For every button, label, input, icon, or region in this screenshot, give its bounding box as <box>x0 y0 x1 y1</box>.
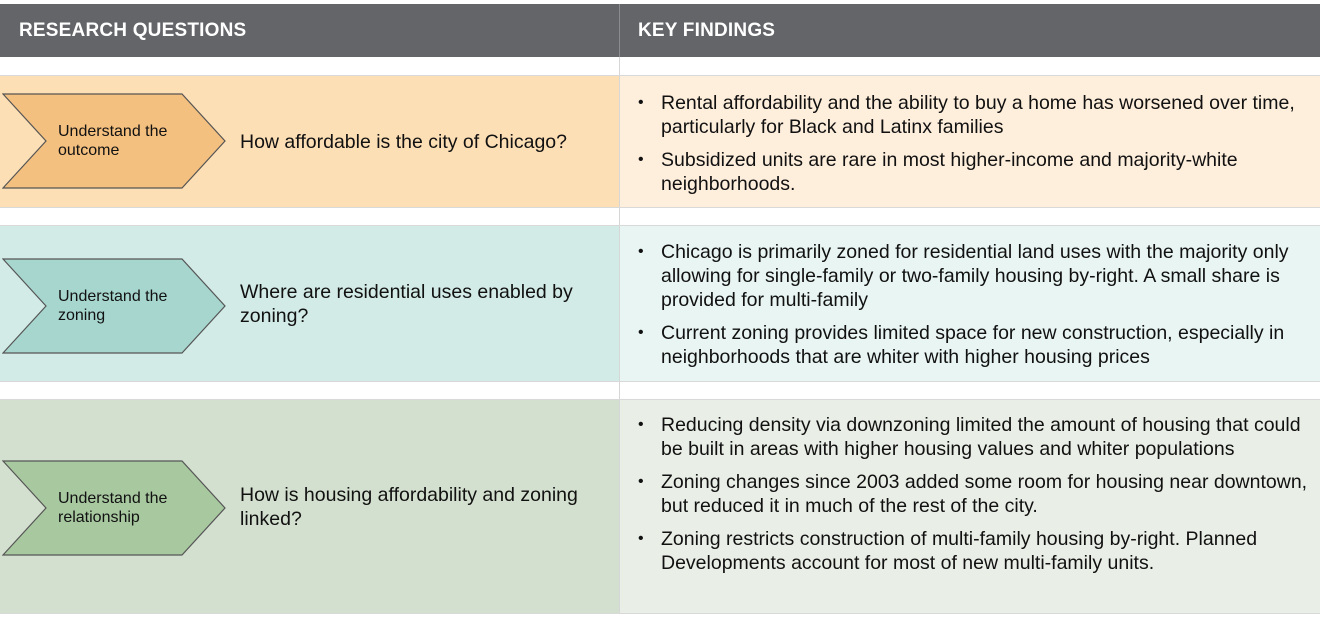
bullet-icon: • <box>638 94 644 111</box>
stage-label <box>58 258 208 354</box>
finding-text: Subsidized units are rare in most higher-income and majority-white neighborhoods. <box>661 149 1238 195</box>
findings-list <box>638 91 1308 205</box>
research-question: How is housing affordability and zoning linked? <box>240 483 578 530</box>
bullet-icon: • <box>638 473 644 490</box>
row-divider <box>0 75 1320 76</box>
bullet-icon: • <box>638 324 644 341</box>
finding-text: Chicago is primarily zoned for residential land uses with the majority only allowing for single-family or two-family housing by-right. A small share is provided for multi-family <box>661 241 1289 311</box>
bullet-icon: • <box>638 530 644 547</box>
research-question: Where are residential uses enabled by zoning? <box>240 280 573 327</box>
stage-label-line2: outcome <box>58 142 120 159</box>
finding-item <box>638 413 1308 461</box>
row-divider <box>0 381 1320 382</box>
stage-label-line1: Understand the <box>58 490 168 507</box>
finding-item <box>638 91 1308 139</box>
bullet-icon: • <box>638 416 644 433</box>
finding-item <box>638 148 1308 196</box>
table-header <box>0 4 1320 57</box>
finding-item <box>638 470 1308 518</box>
header-divider <box>619 4 620 57</box>
stage-chevron-zoning <box>2 258 226 354</box>
finding-text: Zoning changes since 2003 added some room for housing near downtown, but reduced it in much of the rest of the city. <box>661 471 1308 517</box>
bullet-icon: • <box>638 243 644 260</box>
bullet-icon: • <box>638 151 644 168</box>
findings-list <box>638 240 1308 378</box>
stage-chevron-relationship <box>2 460 226 556</box>
finding-text: Zoning restricts construction of multi-family housing by-right. Planned Developments account for most of new multi-family units. <box>661 528 1258 574</box>
stage-label-line2: zoning <box>58 307 106 324</box>
finding-item <box>638 321 1308 369</box>
row-zoning <box>0 225 1320 382</box>
row-relationship <box>0 399 1320 614</box>
finding-text: Reducing density via downzoning limited the amount of housing that could be built in areas with higher housing values and whiter populations <box>661 414 1301 460</box>
row-outcome <box>0 75 1320 208</box>
stage-label-line2: relationship <box>58 509 140 526</box>
stage-label-line1: Understand the <box>58 288 168 305</box>
finding-item <box>638 527 1308 575</box>
row-divider <box>0 613 1320 614</box>
row-divider <box>0 225 1320 226</box>
finding-text: Current zoning provides limited space for new construction, especially in neighborhoods that are whiter with higher housing prices <box>661 322 1285 368</box>
row-divider <box>0 399 1320 400</box>
row-divider <box>0 207 1320 208</box>
finding-item <box>638 240 1308 312</box>
stage-label <box>58 460 208 556</box>
key-findings-heading: KEY FINDINGS <box>638 20 776 41</box>
finding-text: Rental affordability and the ability to buy a home has worsened over time, particularly for Black and Latinx families <box>661 92 1295 138</box>
research-question: How affordable is the city of Chicago? <box>240 130 567 153</box>
stage-label <box>58 93 208 189</box>
research-questions-heading: RESEARCH QUESTIONS <box>19 20 247 41</box>
findings-list <box>638 413 1308 584</box>
stage-chevron-outcome <box>2 93 226 189</box>
stage-label-line1: Understand the <box>58 123 168 140</box>
